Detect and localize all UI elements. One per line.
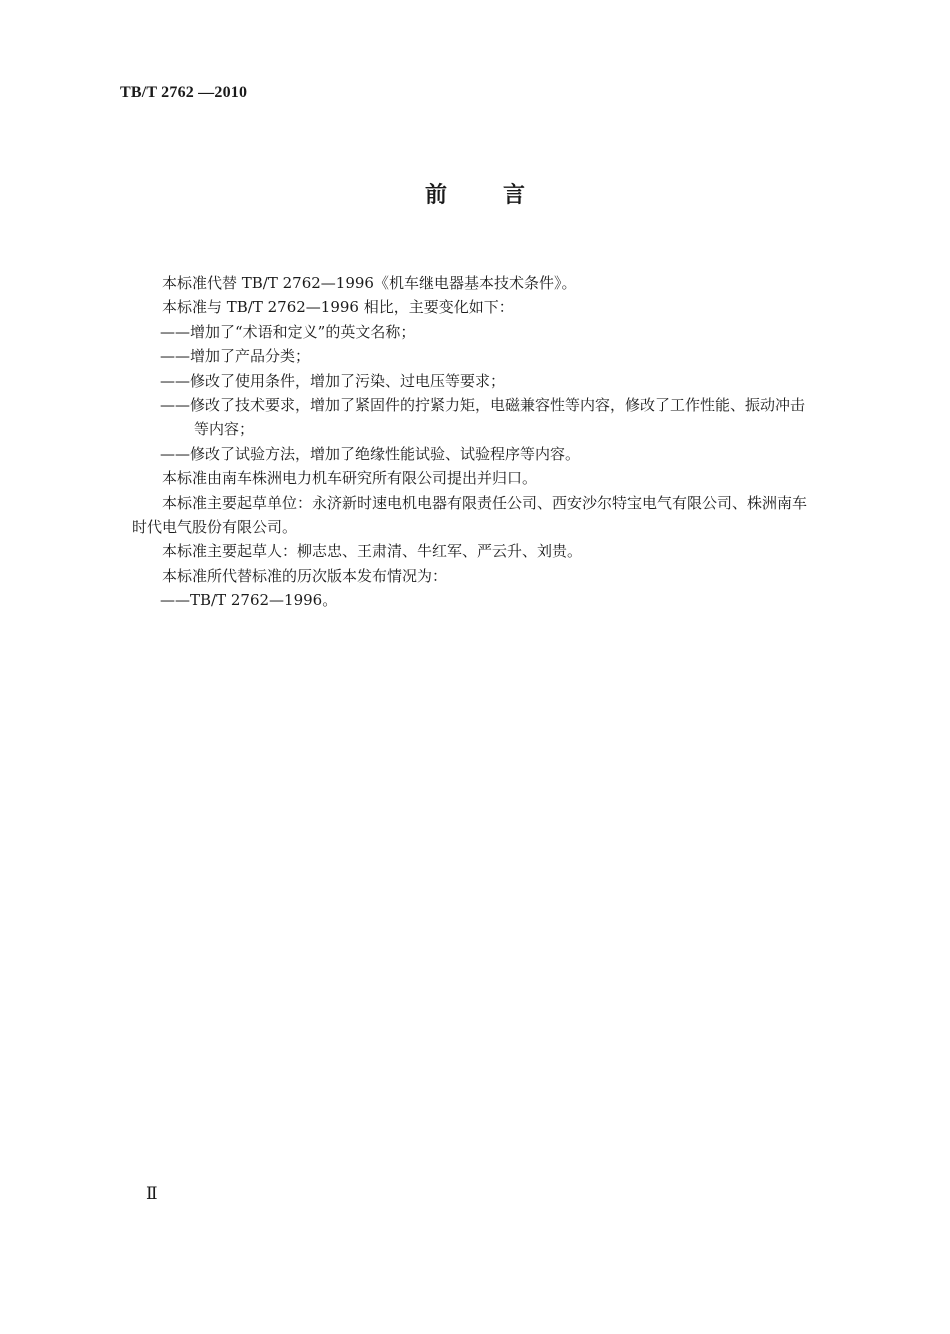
foreword-body	[132, 271, 862, 613]
paragraph-replaces: 本标准代替 TB/T 2762—1996《机车继电器基本技术条件》。	[162, 274, 577, 292]
change-item-continuation: 等内容；	[194, 420, 255, 439]
paragraph-drafting-units-continuation: 时代电气股份有限公司。	[132, 518, 298, 537]
change-item: ——修改了试验方法，增加了绝缘性能试验、试验程序等内容。	[160, 444, 581, 463]
version-history-item: ——TB/T 2762—1996。	[160, 591, 338, 610]
change-item: ——修改了使用条件，增加了污染、过电压等要求；	[160, 371, 506, 390]
page-title-char-1: 前	[424, 183, 447, 208]
page-title	[0, 178, 950, 209]
paragraph-changes-intro: 本标准与 TB/T 2762—1996 相比，主要变化如下：	[162, 298, 514, 317]
page-title-char-2: 言	[503, 183, 526, 208]
paragraph-version-history: 本标准所代替标准的历次版本发布情况为：	[162, 566, 448, 585]
paragraph-proposer: 本标准由南车株洲电力机车研究所有限公司提出并归口。	[162, 469, 538, 488]
paragraph-drafters: 本标准主要起草人：柳志忠、王肃清、牛红军、严云升、刘贵。	[162, 542, 583, 561]
page-number: Ⅱ	[146, 1184, 158, 1203]
standard-code: TB/T 2762 —2010	[120, 84, 248, 101]
change-item: ——增加了产品分类；	[160, 347, 311, 366]
paragraph-drafting-units: 本标准主要起草单位：永济新时速电机电器有限责任公司、西安沙尔特宝电气有限公司、株洲南车	[162, 493, 808, 512]
change-item: ——修改了技术要求，增加了紧固件的拧紧力矩，电磁兼容性等内容，修改了工作性能、振动冲击	[160, 396, 806, 415]
change-item: ——增加了“术语和定义”的英文名称；	[160, 322, 416, 341]
